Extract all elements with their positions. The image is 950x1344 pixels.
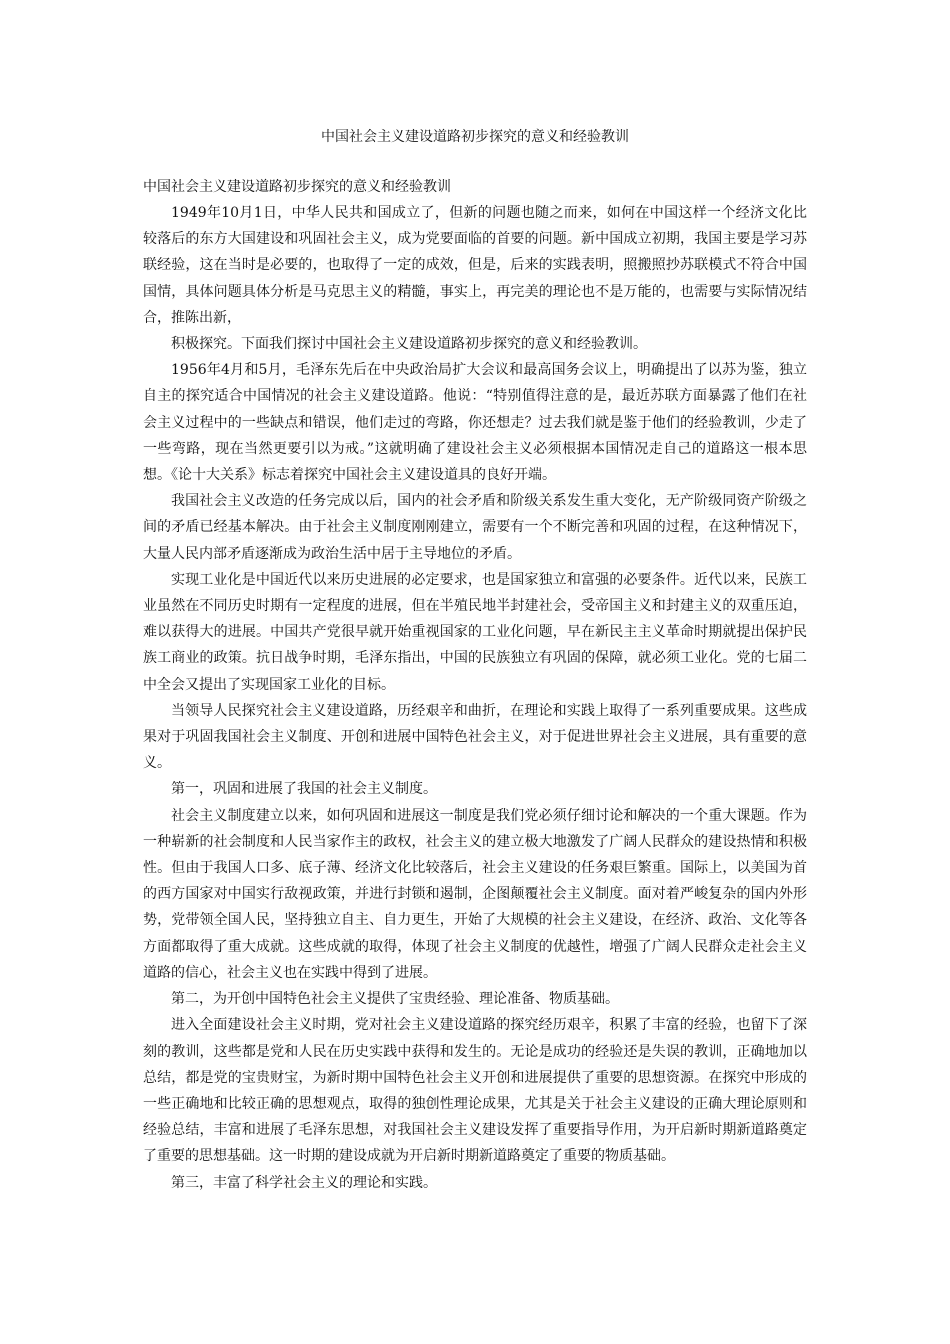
paragraph-6: 当领导人民探究社会主义建设道路，历经艰辛和曲折，在理论和实践上取得了一系列重要成果。这些成果对于巩固我国社会主义制度、开创和进展中国特色社会主义，对于促进世界社会主义进展，具有重要的意义。	[143, 702, 807, 772]
paragraph-4: 我国社会主义改造的任务完成以后，国内的社会矛盾和阶级关系发生重大变化，无产阶级同资产阶级之间的矛盾已经基本解决。由于社会主义制度刚刚建立，需要有一个不断完善和巩固的过程，在这种情况下，大量人民内部矛盾逐渐成为政治生活中居于主导地位的矛盾。	[143, 493, 807, 562]
paragraph-1: 1949年10月1日，中华人民共和国成立了，但新的问题也随之而来，如何在中国这样一个经济文化比较落后的东方大国建设和巩固社会主义，成为党要面临的首要的问题。新中国成立初期，我国主要是学习苏联经验，这在当时是必要的，也取得了一定的成效，但是，后来的实践表明，照搬照抄苏联模式不符合中国国情，具体问题具体分析是马克思主义的精髓，事实上，再完美的理论也不是万能的，也需要与实际情况结合，推陈出新，	[143, 205, 807, 326]
paragraph-5: 实现工业化是中国近代以来历史进展的必定要求，也是国家独立和富强的必要条件。近代以来，民族工业虽然在不同历史时期有一定程度的进展，但在半殖民地半封建社会，受帝国主义和封建主义的双重压迫，难以获得大的进展。中国共产党很早就开始重视国家的工业化问题，早在新民主主义革命时期就提出保护民族工商业的政策。抗日战争时期，毛泽东指出，中国的民族独立有巩固的保障，就必须工业化。党的七届二中全会又提出了实现国家工业化的目标。	[143, 571, 807, 693]
document-subtitle: 中国社会主义建设道路初步探究的意义和经验教训	[143, 179, 451, 195]
paragraph-11-heading: 第三，丰富了科学社会主义的理论和实践。	[171, 1174, 437, 1191]
paragraph-8: 社会主义制度建立以来，如何巩固和进展这一制度是我们党必须仔细讨论和解决的一个重大课题。作为一种崭新的社会制度和人民当家作主的政权，社会主义的建立极大地激发了广阔人民群众的建设热情和积极性。但由于我国人口多、底子薄、经济文化比较落后，社会主义建设的任务艰巨繁重。国际上，以美国为首的西方国家对中国实行敌视政策，并进行封锁和遏制，企图颠覆社会主义制度。面对着严峻复杂的国内外形势，党带领全国人民，坚持独立自主、自力更生，开始了大规模的社会主义建设，在经济、政治、文化等各方面都取得了重大成就。这些成就的取得，体现了社会主义制度的优越性，增强了广阔人民群众走社会主义道路的信心，社会主义也在实践中得到了进展。	[143, 807, 807, 981]
document-title: 中国社会主义建设道路初步探究的意义和经验教训	[321, 129, 629, 145]
paragraph-7-heading: 第一，巩固和进展了我国的社会主义制度。	[171, 781, 437, 798]
document-page	[143, 126, 807, 1196]
paragraph-3: 1956年4月和5月，毛泽东先后在中央政治局扩大会议和最高国务会议上，明确提出了以苏为鉴，独立自主的探究适合中国情况的社会主义建设道路。他说：“特别值得注意的是，最近苏联方面暴露了他们在社会主义过程中的一些缺点和错误，他们走过的弯路，你还想走？过去我们就是鉴于他们的经验教训，少走了一些弯路，现在当然更要引以为戒。”这就明确了建设社会主义必须根据本国情况走自己的道路这一根本思想。《论十大关系》标志着探究中国社会主义建设道具的良好开端。	[143, 362, 807, 484]
paragraph-10: 进入全面建设社会主义时期，党对社会主义建设道路的探究经历艰辛，积累了丰富的经验，也留下了深刻的教训，这些都是党和人民在历史实践中获得和发生的。无论是成功的经验还是失误的教训，正确地加以总结，都是党的宝贵财宝，为新时期中国特色社会主义开创和进展提供了重要的思想资源。在探究中形成的一些正确地和比较正确的思想观点，取得的独创性理论成果，尤其是关于社会主义建设的正确大理论原则和经验总结，丰富和进展了毛泽东思想，对我国社会主义建设发挥了重要指导作用，为开启新时期新道路奠定了重要的思想基础。这一时期的建设成就为开启新时期新道路奠定了重要的物质基础。	[143, 1017, 807, 1165]
paragraph-2: 积极探究。下面我们探讨中国社会主义建设道路初步探究的意义和经验教训。	[171, 336, 647, 353]
paragraph-9-heading: 第二，为开创中国特色社会主义提供了宝贵经验、理论准备、物质基础。	[171, 991, 619, 1008]
